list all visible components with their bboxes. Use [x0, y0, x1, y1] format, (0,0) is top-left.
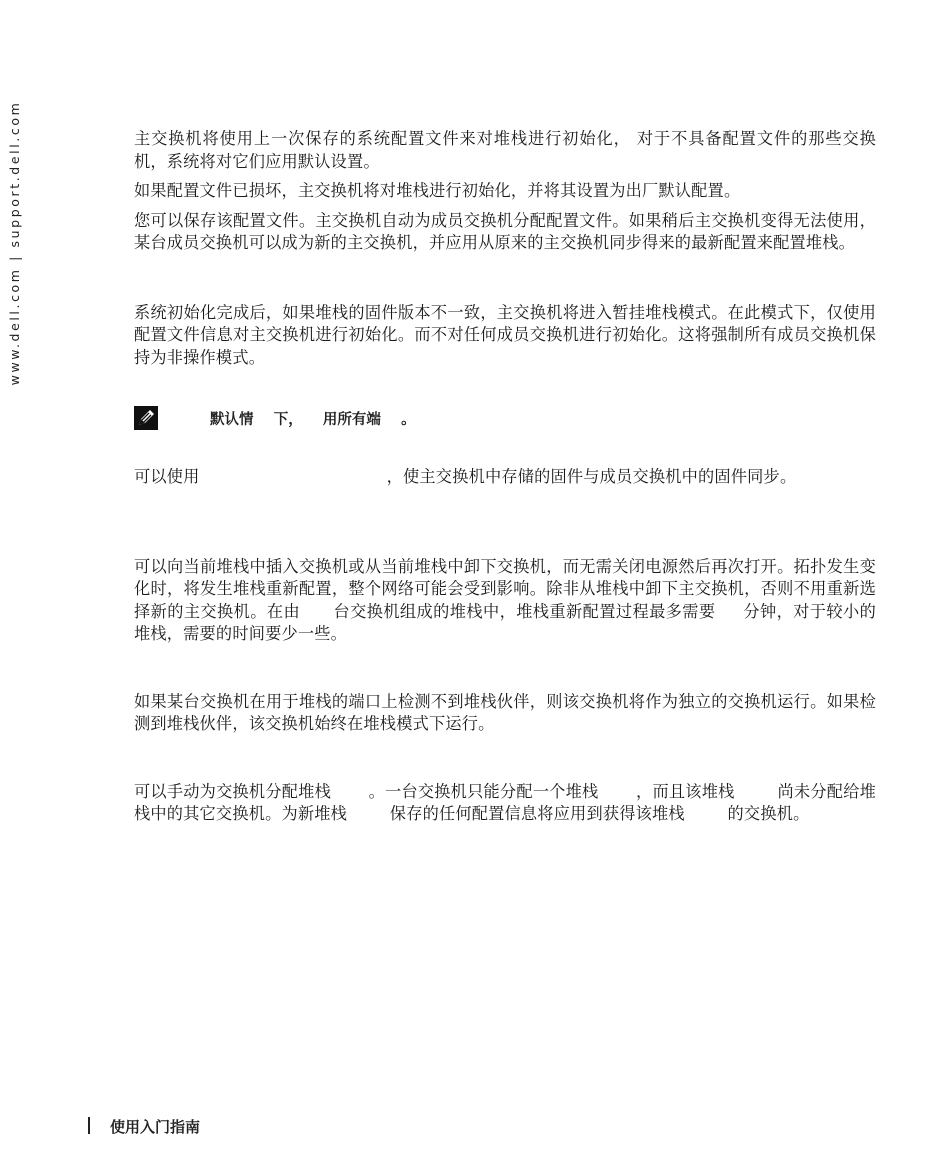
paragraph: 主交换机将使用上一次保存的系统配置文件来对堆栈进行初始化， 对于不具备配置文件的那些交换机，系统将对它们应用默认设置。: [134, 129, 876, 171]
paragraph: 系统初始化完成后，如果堆栈的固件版本不一致，主交换机将进入暂挂堆栈模式。在此模式下，仅使用配置文件信息对主交换机进行初始化。而不对任何成员交换机进行初始化。这将强制所有成员交换机保持为非操作模式。: [134, 302, 876, 367]
paragraph: 如果配置文件已损坏，主交换机将对堆栈进行初始化，并将其设置为出厂默认配置。: [134, 181, 741, 200]
paragraph: 可以使用 ，使主交换机中存储的固件与成员交换机中的固件同步。: [134, 467, 797, 486]
footer-divider: [88, 1117, 90, 1134]
note-text: 默认情 下， 用所有端 。: [210, 412, 416, 428]
note-pencil-icon: [134, 406, 158, 430]
paragraph: 可以向当前堆栈中插入交换机或从当前堆栈中卸下交换机，而无需关闭电源然后再次打开。拓扑发生变化时，将发生堆栈重新配置，整个网络可能会受到影响。除非从堆栈中卸下主交换机，否则不用重新选择新的主交换机。在由 台交换机组成的堆栈中，堆栈重新配置过程最多需要 分钟，对于较小的堆栈，需要的时间要少一些。: [134, 556, 876, 643]
document-body: [134, 128, 876, 826]
footer-title: 使用入门指南: [110, 1118, 201, 1136]
side-url: www.dell.com | support.dell.com: [7, 100, 22, 386]
paragraph: 您可以保存该配置文件。主交换机自动为成员交换机分配配置文件。如果稍后主交换机变得无法使用，某台成员交换机可以成为新的主交换机，并应用从原来的主交换机同步得来的最新配置来配置堆栈。: [134, 210, 876, 252]
note-callout: [134, 406, 634, 430]
paragraph: 可以手动为交换机分配堆栈 。一台交换机只能分配一个堆栈 ，而且该堆栈 尚未分配给堆栈中的其它交换机。为新堆栈 保存的任何配置信息将应用到获得该堆栈 的交换机。: [134, 781, 876, 823]
paragraph: 如果某台交换机在用于堆栈的端口上检测不到堆栈伙伴，则该交换机将作为独立的交换机运行。如果检测到堆栈伙伴，该交换机始终在堆栈模式下运行。: [134, 691, 876, 733]
